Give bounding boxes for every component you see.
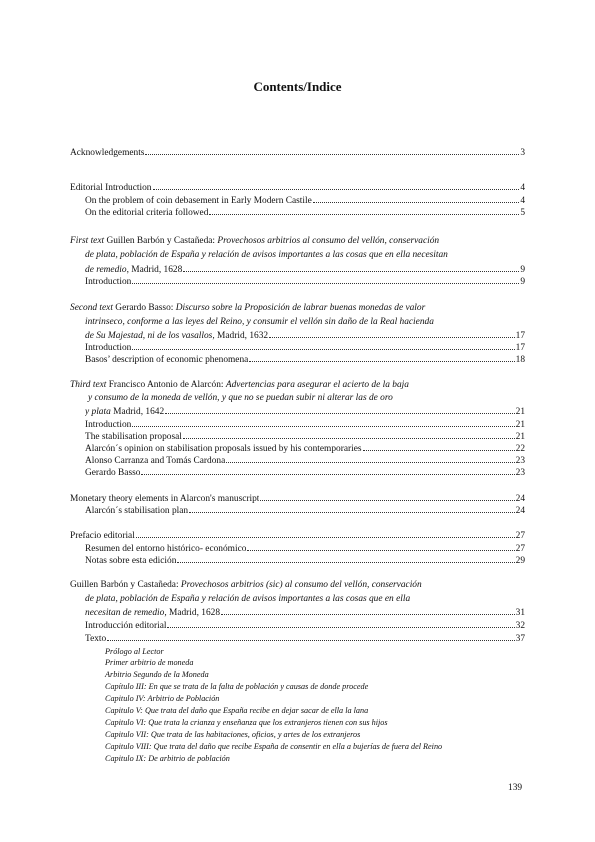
toc-entry[interactable] bbox=[85, 555, 525, 567]
chapter-item[interactable]: Capitulo IV: Arbitrio de Población bbox=[105, 694, 220, 703]
toc-entry-heading[interactable] bbox=[70, 579, 422, 591]
work-title: Advertencias para asegurar el acierto de la baja bbox=[225, 380, 409, 390]
toc-entry[interactable] bbox=[85, 455, 525, 467]
toc-entry[interactable] bbox=[85, 195, 525, 207]
page-number: 139 bbox=[508, 783, 523, 793]
toc-entry[interactable] bbox=[85, 276, 525, 288]
toc-entry-page: 17 bbox=[515, 331, 525, 341]
chapter-item[interactable]: Arbitrio Segundo de la Moneda bbox=[105, 670, 209, 679]
toc-entry-page: 24 bbox=[515, 494, 525, 504]
toc-entry-page: 21 bbox=[515, 407, 525, 417]
work-title: de Su Majestad, ni de los vasallos, bbox=[85, 331, 215, 341]
toc-entry[interactable] bbox=[85, 620, 525, 632]
toc-entry-page: 29 bbox=[515, 556, 525, 566]
toc-entry-page: 4 bbox=[520, 196, 525, 206]
work-title-line: de plata, población de España y relación de avisos importantes a las cosas que en ella necesitan bbox=[85, 250, 448, 260]
toc-entry[interactable] bbox=[85, 354, 525, 366]
toc-entry[interactable]: de Su Majestad, ni de los vasallos, Madrid, 1632 17 bbox=[85, 331, 525, 341]
toc-entry[interactable] bbox=[85, 633, 525, 645]
work-title-line: intrinseco, conforme a las leyes del Reino, y consumir el vellón sin daño de la Real hacienda bbox=[85, 317, 434, 327]
toc-entry-page: 5 bbox=[520, 208, 525, 218]
toc-entry-page: 23 bbox=[515, 456, 525, 466]
toc-entry[interactable] bbox=[70, 530, 525, 542]
toc-entry-label: Resumen del entorno histórico- económico bbox=[85, 544, 247, 554]
toc-entry-page: 24 bbox=[515, 506, 525, 516]
toc-entry-label: Editorial Introduction bbox=[70, 183, 152, 193]
toc-entry-page: 3 bbox=[520, 148, 525, 158]
chapter-item[interactable]: Primer arbitrio de moneda bbox=[105, 658, 194, 667]
text-number: First text bbox=[70, 236, 105, 246]
toc-entry[interactable] bbox=[85, 543, 525, 555]
toc-entry-page: 9 bbox=[520, 277, 525, 287]
chapter-item[interactable]: Capitulo VI: Que trata la crianza y enseñanza que los extranjeros tienen con sus hijos bbox=[105, 718, 388, 727]
toc-entry[interactable] bbox=[70, 147, 525, 159]
toc-entry-label: Alarcón´s opinion on stabilisation proposals issued by his contemporaries bbox=[85, 444, 362, 454]
toc-entry[interactable]: y plata Madrid, 1642 21 bbox=[85, 407, 525, 417]
toc-entry-page: 22 bbox=[515, 444, 525, 454]
toc-entry-label: Notas sobre esta edición bbox=[85, 556, 177, 566]
toc-entry[interactable] bbox=[70, 493, 525, 505]
toc-entry[interactable] bbox=[85, 467, 525, 479]
toc-entry[interactable] bbox=[85, 207, 525, 219]
toc-entry-page: 31 bbox=[515, 608, 525, 618]
toc-entry-label: Introduction bbox=[85, 343, 132, 353]
work-title: Discurso sobre la Proposición de labrar buenas monedas de valor bbox=[175, 303, 426, 313]
chapter-item[interactable]: Capítulo III: En que se trata de la falta de población y causas de donde procede bbox=[105, 682, 369, 691]
chapter-item[interactable]: Capitulo IX: De arbitrio de población bbox=[105, 754, 230, 763]
toc-entry-label: Alarcón´s stabilisation plan bbox=[85, 506, 189, 516]
toc-entry-page: 18 bbox=[515, 355, 525, 365]
toc-entry-label: On the editorial criteria followed bbox=[85, 208, 209, 218]
toc-entry[interactable]: necesitan de remedio, Madrid, 1628 31 bbox=[85, 608, 525, 618]
work-title: de remedio bbox=[85, 265, 127, 275]
toc-entry[interactable] bbox=[70, 182, 525, 194]
chapter-item[interactable]: Capitulo VIII: Que trata del daño que recibe España de consentir en ella a bujerías de fuera del Reino bbox=[105, 742, 443, 751]
toc-entry-label: Introducción editorial bbox=[85, 621, 167, 631]
toc-entry-page: 27 bbox=[515, 544, 525, 554]
toc-entry[interactable] bbox=[85, 431, 525, 443]
author: Guillen Barbón y Castañeda: bbox=[70, 580, 181, 590]
work-title-line: y consumo de la moneda de vellón, y que no se puedan subir ni alterar las de oro bbox=[88, 393, 393, 403]
toc-entry-page: 4 bbox=[520, 183, 525, 193]
toc-entry-label: On the problem of coin debasement in Early Modern Castile bbox=[85, 196, 312, 206]
chapter-item[interactable]: Capitulo VII: Que trata de las habitaciones, oficios, y artes de los extranjeros bbox=[105, 730, 361, 739]
toc-entry-page: 21 bbox=[515, 420, 525, 430]
text-number: Second text bbox=[70, 303, 113, 313]
author: Gerardo Basso: bbox=[112, 303, 176, 313]
toc-entry-label: Texto bbox=[85, 634, 107, 644]
toc-entry-heading[interactable] bbox=[70, 379, 409, 391]
toc-entry-page: 23 bbox=[515, 468, 525, 478]
toc-entry-page: 37 bbox=[515, 634, 525, 644]
toc-entry[interactable] bbox=[85, 505, 525, 517]
toc-entry[interactable]: de remedio, Madrid, 1628 9 bbox=[85, 265, 525, 275]
work-title: y plata bbox=[85, 407, 111, 417]
author: Francisco Antonio de Alarcón: bbox=[106, 380, 226, 390]
toc-entry-label: Monetary theory elements in Alarcon's manuscript bbox=[70, 494, 260, 504]
work-title-line: de plata, población de España y relación de avisos importantes a las cosas que en ella bbox=[85, 594, 411, 604]
work-title: Provechosos arbitrios (sic) al consumo del vellón, conservación bbox=[180, 580, 422, 590]
toc-entry-page: 17 bbox=[515, 343, 525, 353]
toc-entry-heading[interactable] bbox=[70, 235, 439, 247]
work-title: necesitan de remedio bbox=[85, 608, 165, 618]
toc-entry-page: 32 bbox=[515, 621, 525, 631]
toc-entry-label: Acknowledgements bbox=[70, 148, 145, 158]
toc-entry-page: 27 bbox=[515, 531, 525, 541]
page-title: Contents/Indice bbox=[253, 79, 342, 94]
author: Guillen Barbón y Castañeda: bbox=[104, 236, 218, 246]
toc-entry[interactable] bbox=[85, 342, 525, 354]
toc-entry-page: 9 bbox=[520, 265, 525, 275]
chapter-item[interactable]: Prólogo al Lector bbox=[105, 647, 164, 656]
text-number: Third text bbox=[70, 380, 107, 390]
toc-entry-label: Alonso Carranza and Tomás Cardona bbox=[85, 456, 226, 466]
toc-entry-label: Introduction bbox=[85, 277, 132, 287]
toc-entry-label: Gerardo Basso bbox=[85, 468, 141, 478]
toc-entry[interactable] bbox=[85, 443, 525, 455]
work-title: Provechosos arbitrios al consumo del vellón, conservación bbox=[217, 236, 440, 246]
toc-entry-label: Introduction bbox=[85, 420, 132, 430]
chapter-item[interactable]: Capitulo V: Que trata del daño que España recibe en dejar sacar de ella la lana bbox=[105, 706, 369, 715]
toc-entry-page: 21 bbox=[515, 432, 525, 442]
toc-entry-label: The stabilisation proposal bbox=[85, 432, 182, 442]
toc-entry-label: Prefacio editorial bbox=[70, 531, 135, 541]
toc-entry[interactable] bbox=[85, 419, 525, 431]
toc-entry-label: Basos’ description of economic phenomena bbox=[85, 355, 249, 365]
toc-entry-heading[interactable] bbox=[70, 302, 425, 314]
